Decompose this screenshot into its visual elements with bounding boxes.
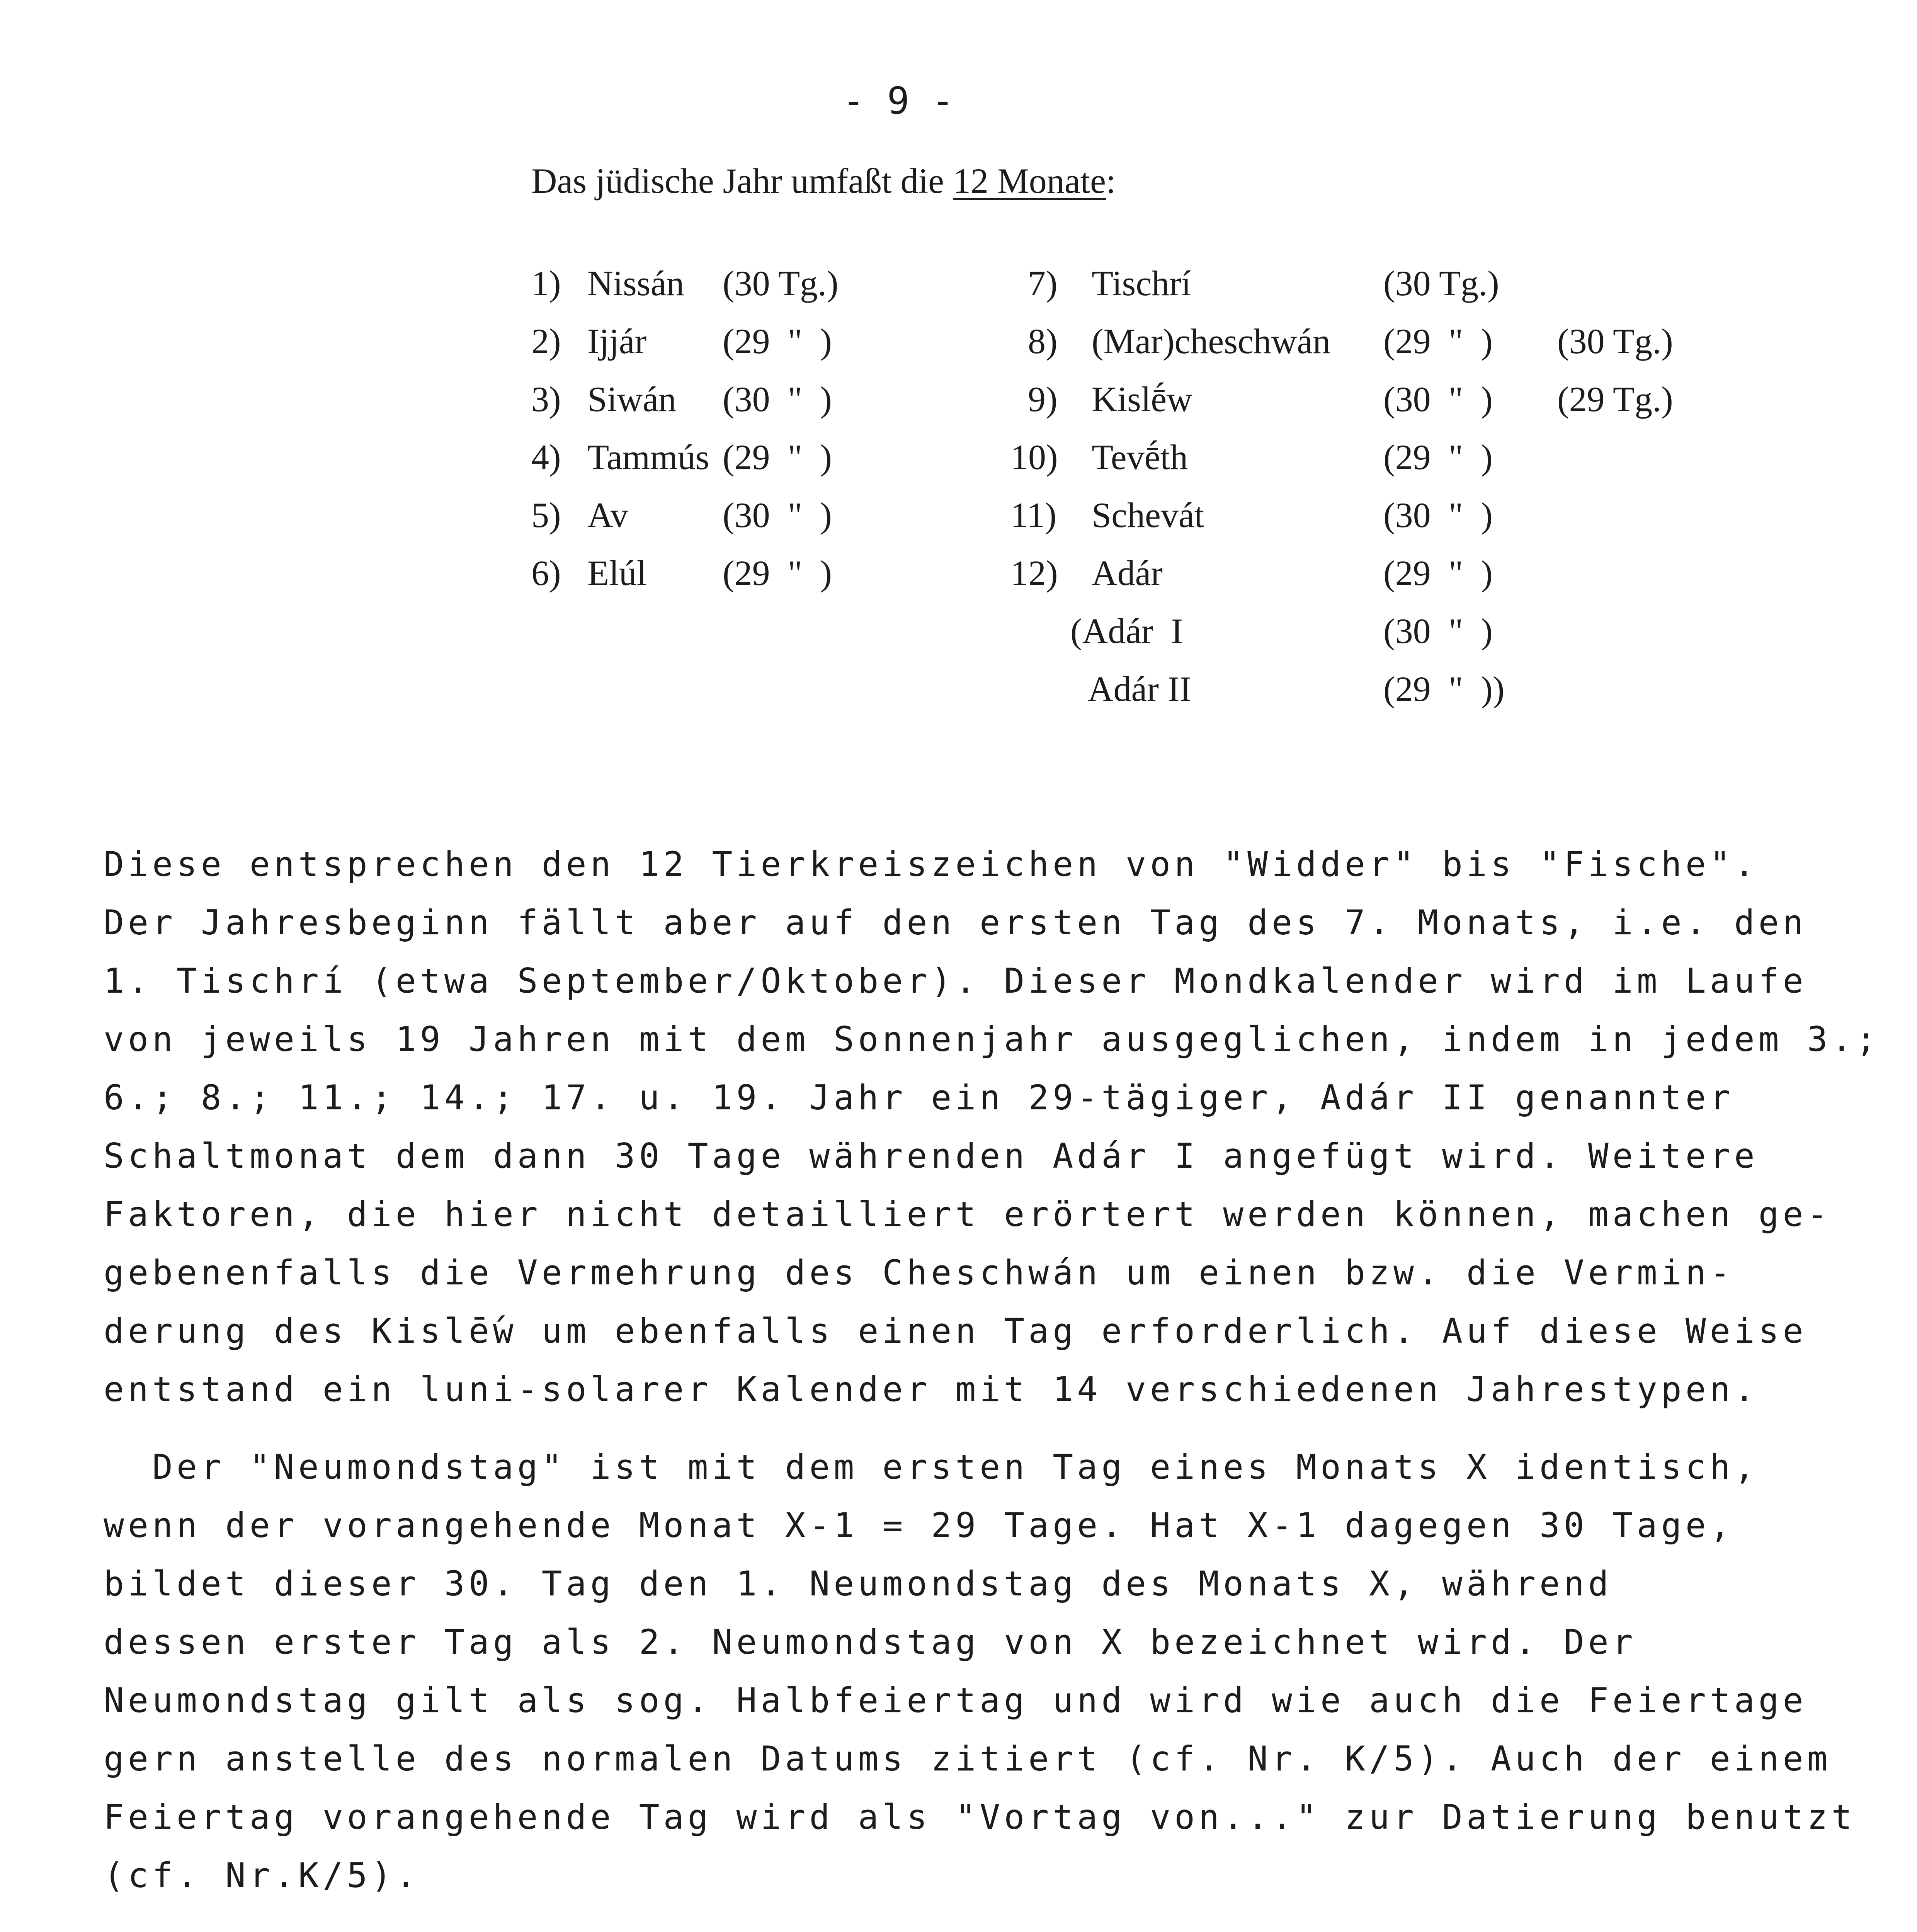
month-number: 12) <box>1010 553 1058 593</box>
month-name: Ijjár <box>587 321 647 361</box>
month-number: 11) <box>1010 495 1057 535</box>
paragraph-line: entstand ein luni-solarer Kalender mit 14 verschiedenen Jahrestypen. <box>104 1369 1759 1409</box>
paragraph-line: Neumondstag gilt als sog. Halbfeiertag und wird wie auch die Feiertage <box>104 1680 1807 1720</box>
month-days: (29 " ) <box>1383 553 1493 593</box>
month-days: (29 " ) <box>1383 321 1493 361</box>
month-name: Nissán <box>587 264 684 303</box>
paragraph-line: Der "Neumondstag" ist mit dem ersten Tag eines Monats X identisch, <box>104 1447 1759 1487</box>
month-name: Tammús <box>587 437 709 477</box>
month-days: (30 " ) <box>1383 495 1493 535</box>
month-number: 3) <box>531 379 561 419</box>
month-number: 2) <box>531 321 561 361</box>
paragraph-line: Diese entsprechen den 12 Tierkreiszeichen von "Widder" bis "Fische". <box>104 844 1759 884</box>
month-days: (30 " ) <box>1383 611 1493 651</box>
paragraph-line: 1. Tischrí (etwa September/Oktober). Dieser Mondkalender wird im Laufe <box>104 961 1807 1001</box>
paragraph-line: gebenenfalls die Vermehrung des Cheschwán um einen bzw. die Vermin- <box>104 1253 1734 1293</box>
month-number: 5) <box>531 495 561 535</box>
month-number: 7) <box>1028 264 1058 303</box>
month-name: Elúl <box>587 553 647 593</box>
month-name: (Adár I <box>1070 611 1183 651</box>
month-name: Siwán <box>587 379 676 419</box>
month-name: Tevḗth <box>1092 437 1188 477</box>
paragraph-line: (cf. Nr.K/5). <box>104 1855 420 1895</box>
month-alt-days: (29 Tg.) <box>1557 379 1673 419</box>
paragraph-line: 6.; 8.; 11.; 14.; 17. u. 19. Jahr ein 29-tägiger, Adár II genannter <box>104 1078 1734 1117</box>
month-days: (29 " ) <box>723 553 832 593</box>
month-days: (30 Tg.) <box>1383 264 1499 303</box>
month-days: (30 " ) <box>723 495 832 535</box>
month-name: Av <box>587 495 628 535</box>
month-days: (30 " ) <box>723 379 832 419</box>
months-heading-underlined: 12 Monate <box>953 161 1106 201</box>
month-name: Tischrí <box>1092 264 1191 303</box>
month-name: Schevát <box>1092 495 1204 535</box>
month-number: 8) <box>1028 321 1058 361</box>
page-number: - 9 - <box>842 79 954 122</box>
month-days: (30 " ) <box>1383 379 1493 419</box>
month-days: (29 " ) <box>723 437 832 477</box>
paragraph-line: bildet dieser 30. Tag den 1. Neumondstag des Monats X, während <box>104 1564 1613 1604</box>
paragraph-line: Schaltmonat dem dann 30 Tage währenden Adár I angefügt wird. Weitere <box>104 1136 1759 1176</box>
month-name: (Mar)cheschwán <box>1092 321 1331 361</box>
month-days: (29 " )) <box>1383 669 1505 709</box>
month-number: 10) <box>1010 437 1058 477</box>
paragraph-line: Faktoren, die hier nicht detailliert erörtert werden können, machen ge- <box>104 1194 1832 1234</box>
month-name: Kislḗw <box>1092 379 1192 419</box>
paragraph-line: wenn der vorangehende Monat X-1 = 29 Tage. Hat X-1 dagegen 30 Tage, <box>104 1505 1734 1545</box>
months-heading-prefix: Das jüdische Jahr umfaßt die <box>531 161 953 201</box>
month-number: 9) <box>1028 379 1058 419</box>
paragraph-line: von jeweils 19 Jahren mit dem Sonnenjahr ausgeglichen, indem in jedem 3.; <box>104 1019 1880 1059</box>
paragraph-line: dessen erster Tag als 2. Neumondstag von X bezeichnet wird. Der <box>104 1622 1637 1662</box>
month-name: Adár <box>1092 553 1163 593</box>
paragraph-line: derung des Kislḗw um ebenfalls einen Tag erforderlich. Auf diese Weise <box>104 1311 1807 1351</box>
month-alt-days: (30 Tg.) <box>1557 321 1673 361</box>
month-days: (29 " ) <box>1383 437 1493 477</box>
paragraph-line: gern anstelle des normalen Datums zitiert (cf. Nr. K/5). Auch der einem <box>104 1739 1832 1779</box>
month-name: Adár II <box>1088 669 1192 709</box>
month-number: 4) <box>531 437 561 477</box>
months-heading-suffix: : <box>1106 161 1116 201</box>
paragraph-line: Der Jahresbeginn fällt aber auf den ersten Tag des 7. Monats, i.e. den <box>104 903 1807 942</box>
paragraph-line: Feiertag vorangehende Tag wird als "Vortag von..." zur Datierung benutzt <box>104 1797 1856 1837</box>
month-number: 6) <box>531 553 561 593</box>
month-number: 1) <box>531 264 561 303</box>
month-days: (29 " ) <box>723 321 832 361</box>
months-heading <box>531 160 1116 201</box>
month-days: (30 Tg.) <box>723 264 839 303</box>
